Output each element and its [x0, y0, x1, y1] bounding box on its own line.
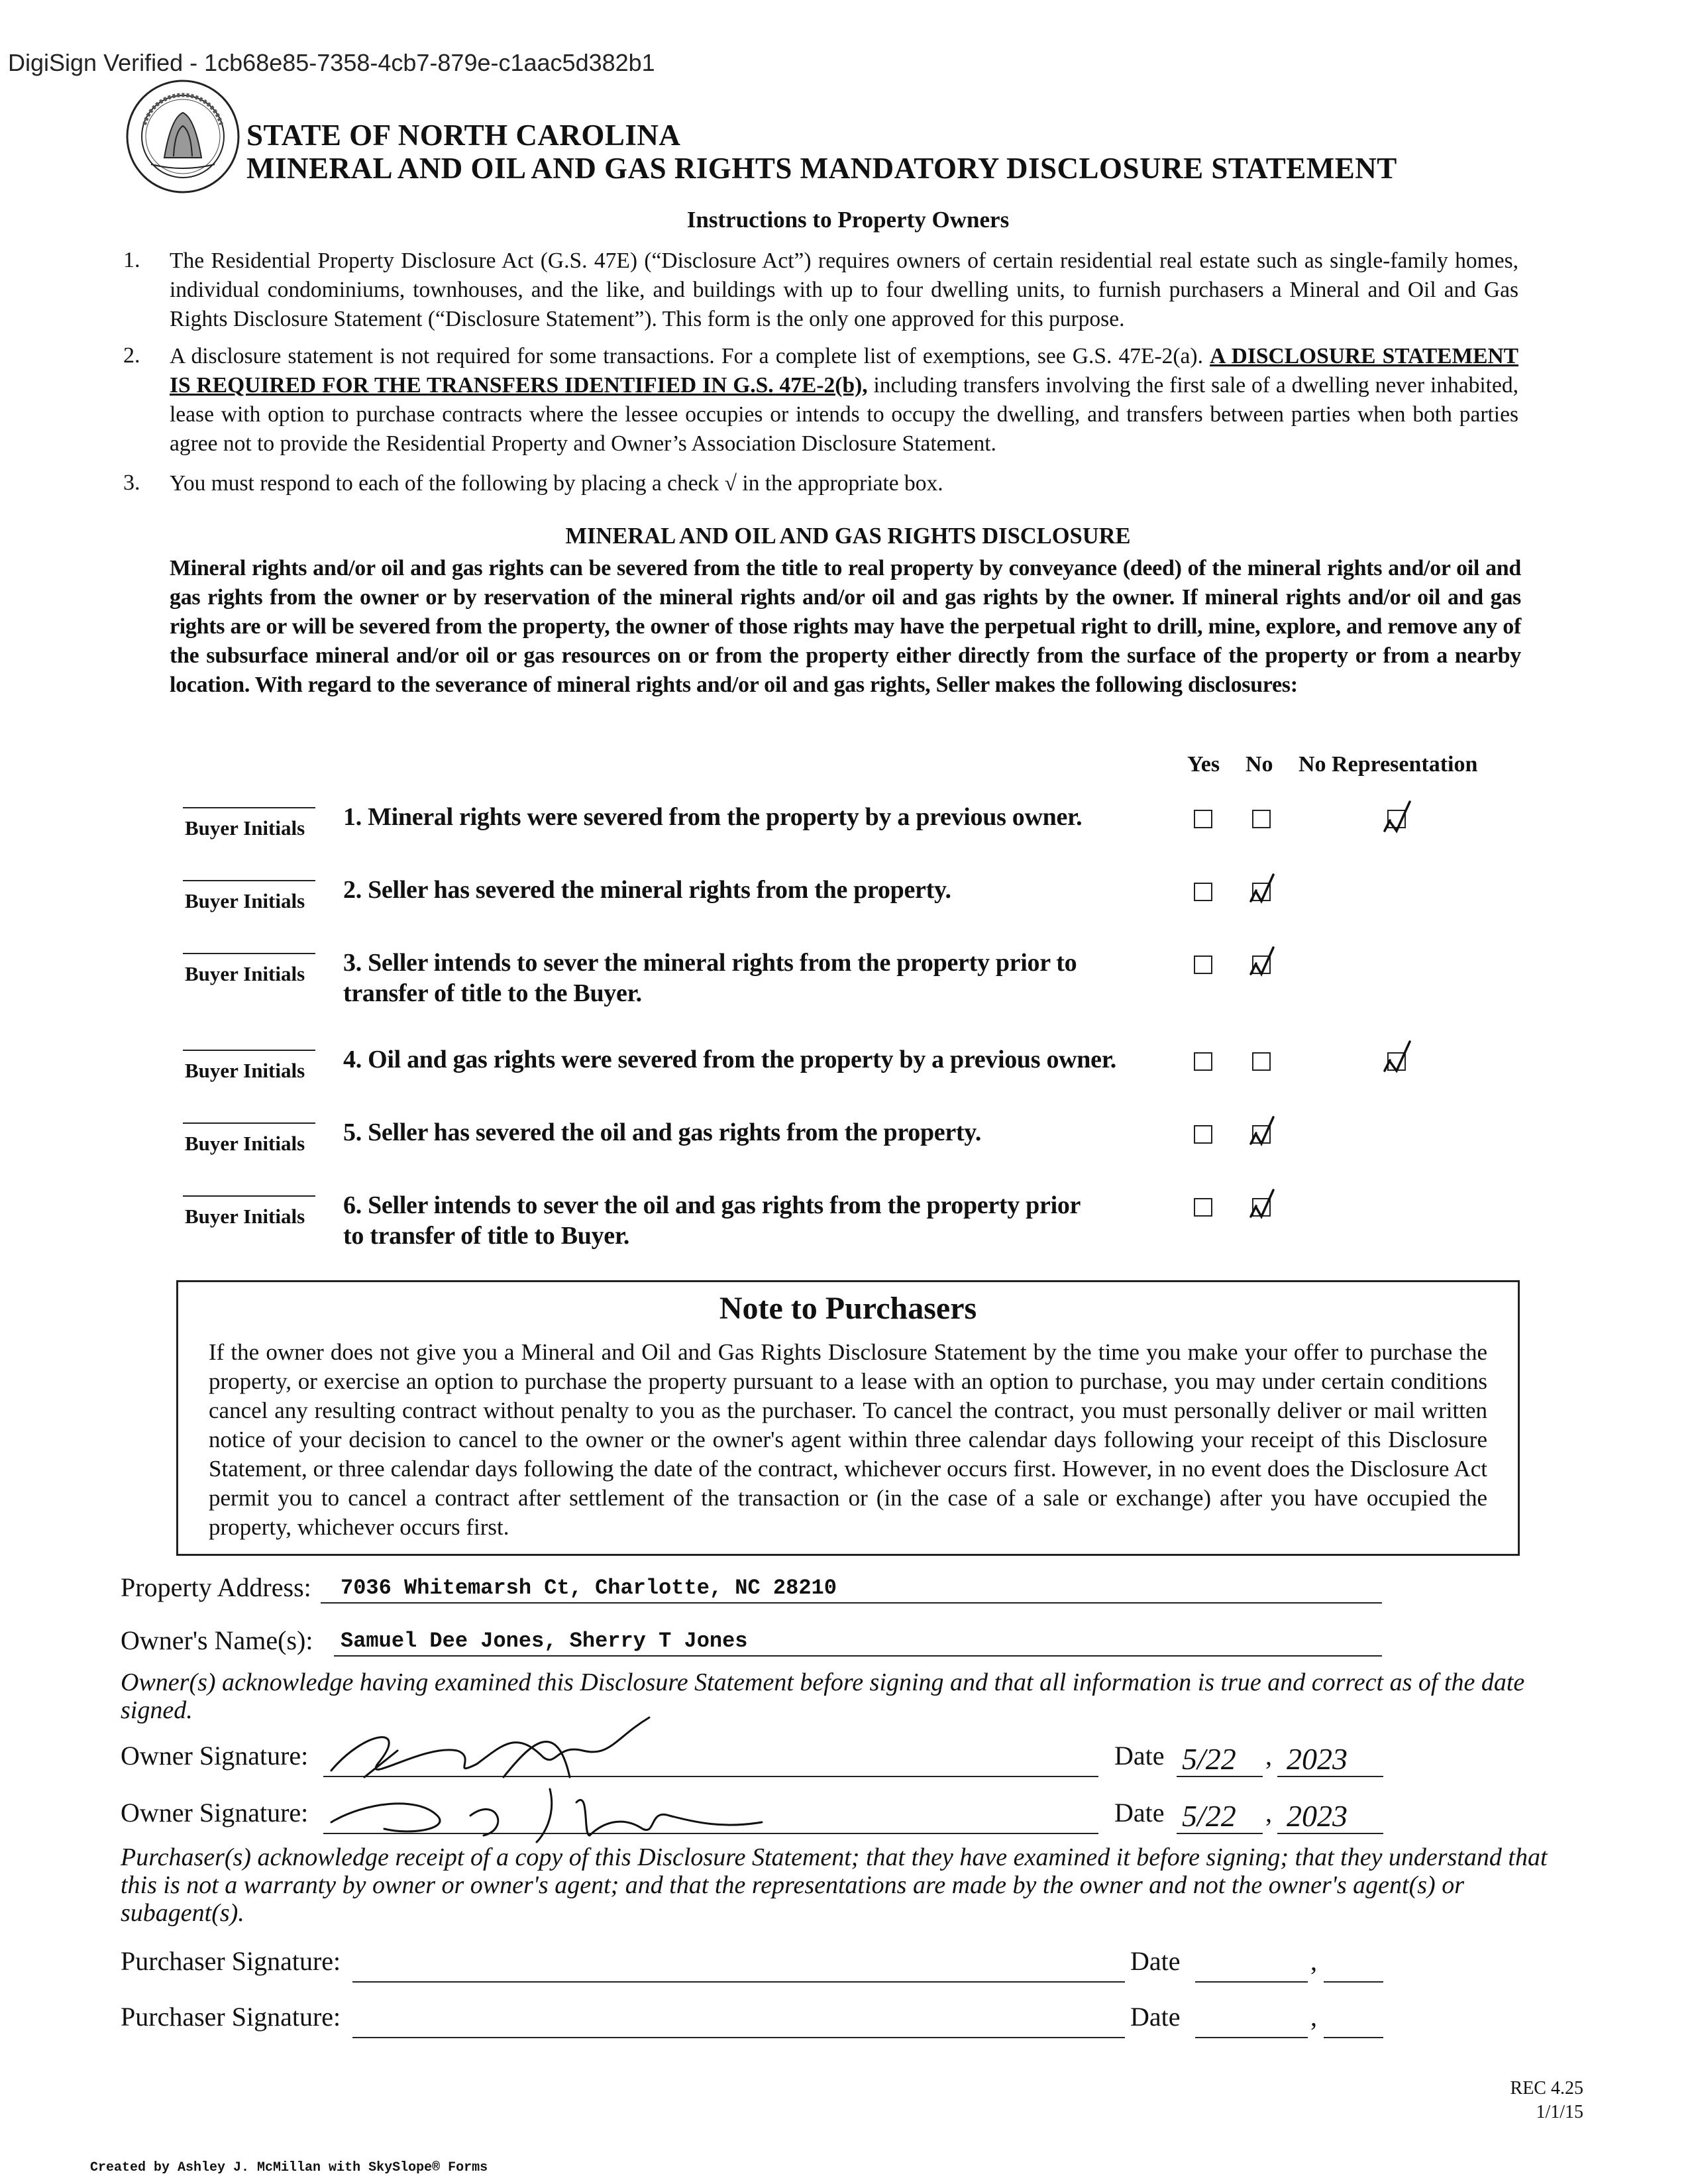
q3-yes-checkbox[interactable] [1194, 956, 1212, 974]
owner-signature-label: Owner Signature: [121, 1798, 309, 1828]
question-6-text: 6. Seller intends to sever the oil and gas rights from the property prior [343, 1191, 1081, 1219]
date-label: Date [1130, 2002, 1181, 2032]
owner-acknowledgement: Owner(s) acknowledge having examined this Disclosure Statement before signing and that all information is true and correct as of the date signed. [121, 1668, 1525, 1724]
buyer-initials-label: Buyer Initials [185, 816, 305, 840]
q4-no-checkbox[interactable] [1252, 1052, 1271, 1071]
property-address-label: Property Address: [121, 1572, 311, 1602]
question-3-text-cont: transfer of title to the Buyer. [343, 979, 642, 1007]
buyer-initials-label: Buyer Initials [185, 962, 305, 985]
q4-yes-checkbox[interactable] [1194, 1052, 1212, 1071]
comma: , [1265, 1798, 1272, 1828]
property-address-value: 7036 Whitemarsh Ct, Charlotte, NC 28210 [341, 1576, 837, 1600]
comma: , [1310, 1946, 1317, 1976]
purchaser-1-year-field[interactable] [1324, 1952, 1383, 1983]
state-seal-logo [125, 78, 241, 195]
owner-2-date-field[interactable] [1177, 1799, 1263, 1834]
buyer-initials-label: Buyer Initials [185, 1132, 305, 1155]
date-label: Date [1130, 1946, 1181, 1976]
column-header-no-representation: No Representation [1298, 752, 1478, 777]
purchaser-signature-2-field[interactable] [352, 2008, 1125, 2038]
owner-1-date-value: 5/22 [1182, 1742, 1236, 1776]
instruction-number: 2. [123, 343, 140, 368]
comma: , [1310, 2002, 1317, 2032]
instruction-item-1 [170, 246, 1518, 334]
owner-1-year-field[interactable] [1277, 1742, 1383, 1777]
purchaser-signature-label: Purchaser Signature: [121, 1946, 341, 1976]
question-4-text: 4. Oil and gas rights were severed from the property by a previous owner. [343, 1046, 1116, 1073]
owner-names-field[interactable] [334, 1625, 1382, 1657]
instruction-text: The Residential Property Disclosure Act (G.S. 47E) (“Disclosure Act”) requires owners of certain residential real estate such as single-family homes, individual condominiums, townhouses, and the like, and buildings with up to four dwelling units, to furnish purchasers a Mineral and Oil and Gas Rights Disclosure Statement (“Disclosure Statement”). This form is the only one approved for this purpose. [170, 248, 1518, 331]
q5-yes-checkbox[interactable] [1194, 1125, 1212, 1144]
q2-yes-checkbox[interactable] [1194, 883, 1212, 901]
purchaser-signature-label: Purchaser Signature: [121, 2002, 341, 2032]
instruction-item-3 [170, 469, 1518, 498]
form-code-date: 1/1/15 [1536, 2102, 1583, 2122]
check-mark-icon [1240, 869, 1280, 909]
created-by-footer: Created by Ashley J. McMillan with SkySlope® Forms [90, 2160, 488, 2175]
question-3-text: 3. Seller intends to sever the mineral rights from the property prior to [343, 949, 1077, 977]
buyer-initials-line[interactable] [183, 807, 315, 808]
form-title: MINERAL AND OIL AND GAS RIGHTS MANDATORY DISCLOSURE STATEMENT [246, 152, 1397, 185]
digisign-verification: DigiSign Verified - 1cb68e85-7358-4cb7-879e-c1aac5d382b1 [8, 49, 655, 76]
instruction-number: 1. [123, 248, 140, 272]
check-mark-icon [1240, 1112, 1280, 1152]
disclosure-heading: MINERAL AND OIL AND GAS RIGHTS DISCLOSURE [565, 523, 1131, 549]
instruction-text: A disclosure statement is not required for some transactions. For a complete list of exemptions, see G.S. 47E-2(a). [170, 344, 1210, 368]
instruction-number: 3. [123, 470, 140, 495]
owner-1-year-value: 2023 [1287, 1742, 1348, 1776]
purchaser-2-year-field[interactable] [1324, 2008, 1383, 2038]
owner-signature-label: Owner Signature: [121, 1741, 309, 1771]
owner-names-label: Owner's Name(s): [121, 1625, 313, 1655]
owner-2-year-value: 2023 [1287, 1799, 1348, 1833]
disclosure-paragraph: Mineral rights and/or oil and gas rights can be severed from the title to real property by conveyance (deed) of the mineral rights and/or oil and gas rights from the owner or by reservation of the mineral rights and/or oil and gas rights by the owner. If mineral rights and/or oil and gas rights are or will be severed from the property, the owner of those rights may have the perpetual right to drill, mine, explore, and remove any of the subsurface mineral and/or oil or gas resources on or from the property either directly from the surface of the property or from a nearby location. With regard to the severance of mineral rights and/or oil and gas rights, Seller makes the following disclosures: [170, 556, 1521, 697]
check-mark-icon [1240, 1185, 1280, 1225]
instruction-text: You must respond to each of the following by placing a check √ in the appropriate box. [170, 471, 943, 496]
form-code-number: REC 4.25 [1510, 2078, 1583, 2099]
question-6-text-cont: to transfer of title to Buyer. [343, 1222, 630, 1250]
purchaser-signature-1-field[interactable] [352, 1952, 1125, 1983]
instruction-item-2 [170, 342, 1518, 459]
question-1-text: 1. Mineral rights were severed from the property by a previous owner. [343, 803, 1083, 831]
form-title-state: STATE OF NORTH CAROLINA [246, 119, 681, 152]
buyer-initials-label: Buyer Initials [185, 1205, 305, 1228]
owner-names-value: Samuel Dee Jones, Sherry T Jones [341, 1629, 748, 1653]
buyer-initials-line[interactable] [183, 953, 315, 954]
check-mark-icon [1375, 798, 1415, 838]
owner-1-date-field[interactable] [1177, 1742, 1263, 1777]
comma: , [1265, 1741, 1272, 1771]
purchaser-acknowledgement: Purchaser(s) acknowledge receipt of a copy of this Disclosure Statement; that they have examined it before signing; that they understand that this is not a warranty by owner or owner's agent; and that the representations are made by the owner and not the owner's agent(s) or subagent(s). [121, 1843, 1548, 1927]
purchaser-1-date-field[interactable] [1195, 1952, 1308, 1983]
date-label: Date [1114, 1798, 1165, 1828]
owner-signature-2-icon [311, 1776, 908, 1849]
q1-yes-checkbox[interactable] [1194, 810, 1212, 828]
note-text: If the owner does not give you a Mineral and Oil and Gas Rights Disclosure Statement by the time you make your offer to purchase the property, or exercise an option to purchase the property pursuant to a lease with an option to purchase, you may under certain conditions cancel any resulting contract without penalty to you as the purchaser. To cancel the contract, you must personally deliver or mail written notice of your decision to cancel to the owner or the owner's agent within three calendar days following your receipt of this Disclosure Statement, or three calendar days following the date of the contract, whichever occurs first. However, in no event does the Disclosure Act permit you to cancel a contract after settlement of the transaction or (in the case of a sale or exchange) after you have occupied the property, whichever occurs first. [209, 1339, 1487, 1540]
date-label: Date [1114, 1741, 1165, 1771]
q1-no-checkbox[interactable] [1252, 810, 1271, 828]
owner-2-date-value: 5/22 [1182, 1799, 1236, 1833]
note-to-purchasers-box [176, 1280, 1520, 1556]
buyer-initials-line[interactable] [183, 1050, 315, 1051]
statute-emphasis: A DISCLOSURE STATEMENT IS REQUIRED FOR THE TRANSFERS IDENTIFIED IN G.S. 47E-2(b), [170, 344, 1519, 398]
buyer-initials-label: Buyer Initials [185, 1059, 305, 1082]
note-title: Note to Purchasers [719, 1291, 977, 1326]
buyer-initials-line[interactable] [183, 1122, 315, 1124]
check-mark-icon [1240, 942, 1280, 982]
instructions-heading: Instructions to Property Owners [686, 207, 1010, 233]
owner-2-year-field[interactable] [1277, 1799, 1383, 1834]
question-5-text: 5. Seller has severed the oil and gas rights from the property. [343, 1119, 982, 1146]
purchaser-2-date-field[interactable] [1195, 2008, 1308, 2038]
buyer-initials-line[interactable] [183, 1195, 315, 1197]
question-2-text: 2. Seller has severed the mineral rights from the property. [343, 876, 951, 904]
q6-yes-checkbox[interactable] [1194, 1198, 1212, 1217]
buyer-initials-label: Buyer Initials [185, 889, 305, 912]
instruction-text: including transfers involving the first sale of a dwelling never inhabited, lease with option to purchase contracts where the lessee occupies or intends to occupy the dwelling, and transfers between parties when both parties agree not to provide the Residential Property and Owner’s Association Disclosure Statement. [170, 373, 1518, 456]
form-code [1510, 2077, 1583, 2124]
check-mark-icon [1375, 1038, 1415, 1077]
column-header-no: No [1246, 752, 1273, 777]
column-header-yes: Yes [1187, 752, 1220, 777]
property-address-field[interactable] [321, 1572, 1382, 1604]
buyer-initials-line[interactable] [183, 880, 315, 881]
